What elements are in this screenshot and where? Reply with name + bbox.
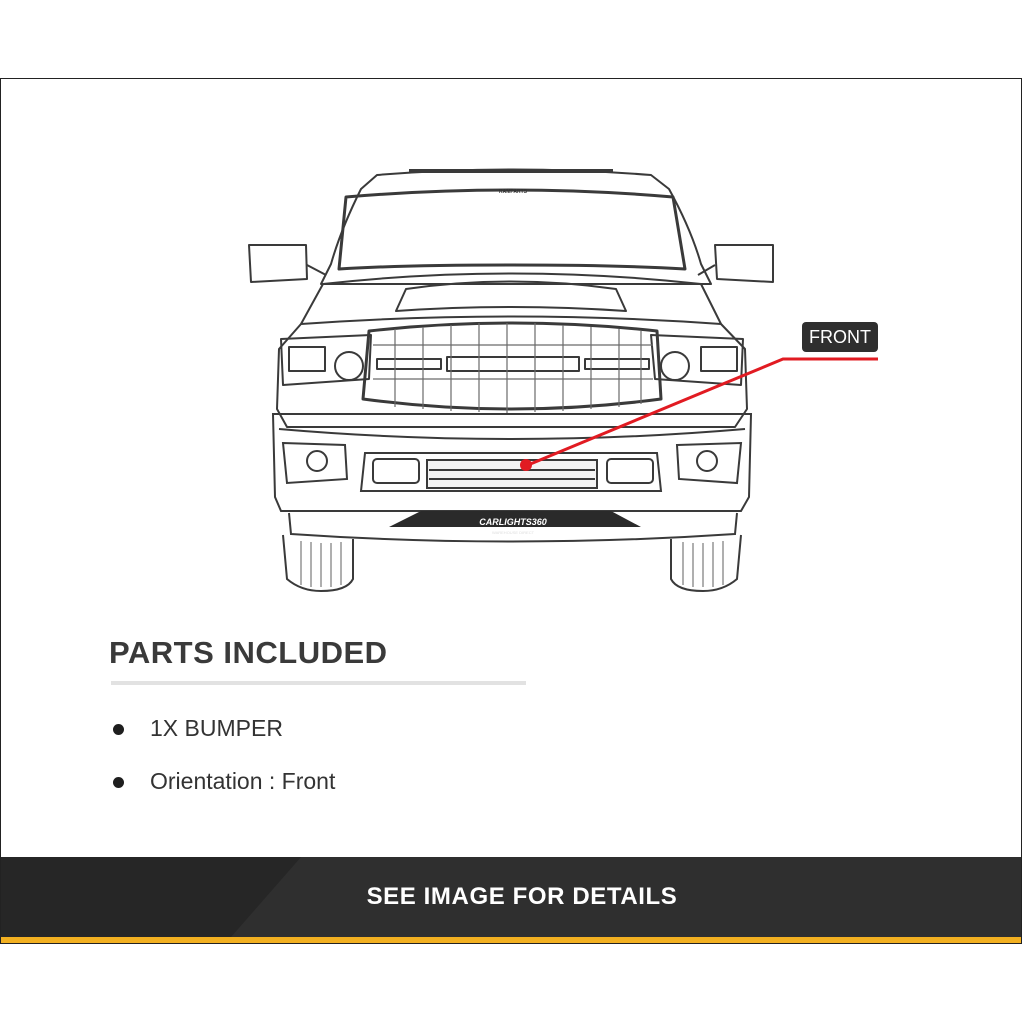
callout-line <box>528 359 878 465</box>
parts-included-heading: PARTS INCLUDED <box>109 635 388 670</box>
parts-list <box>113 715 335 821</box>
front-callout-label: FRONT <box>802 322 878 352</box>
callout-dot <box>520 459 532 471</box>
product-panel <box>0 78 1022 944</box>
part-label: 1X BUMPER <box>150 715 283 741</box>
windshield-badge-text: RAMPARTS <box>499 189 527 195</box>
heading-underline <box>111 681 526 685</box>
bullet-icon <box>113 777 124 788</box>
plate-brand-text: CARLIGHTS360 <box>479 517 547 527</box>
plate-brand-subtext: WAREHOUSE DIRECT <box>491 530 535 535</box>
list-item <box>113 715 335 768</box>
part-label: Orientation : Front <box>150 768 336 794</box>
see-details-label: SEE IMAGE FOR DETAILS <box>366 883 678 910</box>
list-item <box>113 768 335 821</box>
details-banner <box>1 857 1022 944</box>
bullet-icon <box>113 724 124 735</box>
